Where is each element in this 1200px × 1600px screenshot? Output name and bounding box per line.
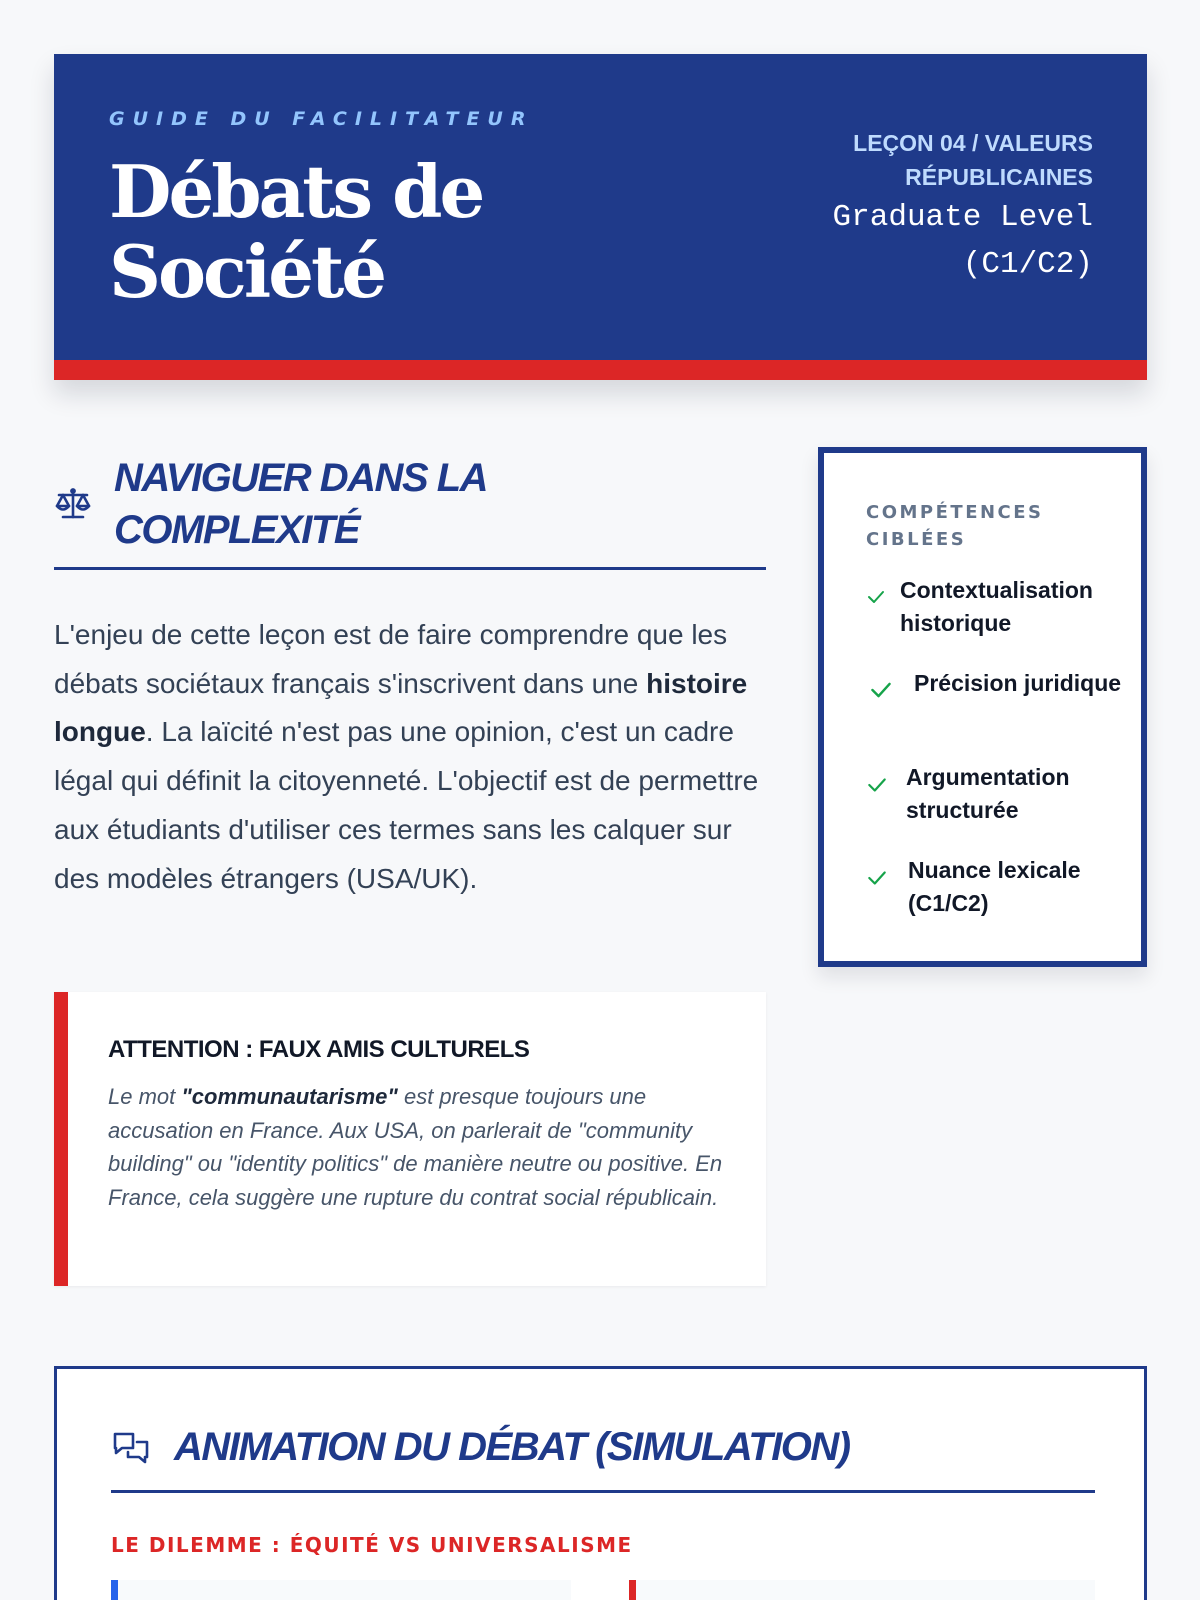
intro-text: L'enjeu de cette leçon est de faire comprendre que les débats sociétaux français s'inscrivent dans une: [54, 619, 728, 699]
skills-label: COMPÉTENCES CIBLÉES: [866, 502, 1044, 550]
callout-text-start: Le mot: [108, 1084, 182, 1109]
check-icon: [866, 868, 888, 888]
section-debate-animation: [54, 1366, 1147, 1600]
page-header: [54, 54, 1147, 380]
section-title: ANIMATION DU DÉBAT (SIMULATION): [174, 1425, 850, 1469]
intro-paragraph: [54, 611, 766, 903]
lesson-label: LEÇON 04 / VALEURS RÉPUBLICAINES: [853, 130, 1093, 190]
skill-label: Argumentation structurée: [906, 764, 1070, 823]
skill-item: [866, 761, 1116, 831]
skill-item: [866, 574, 1116, 644]
position-card-universalism: [629, 1580, 1095, 1600]
callout-text-end: est presque toujours une accusation en France. Aux USA, on parlerait de "community building" ou "identity politics" de manière neutre ou positive. En France, cela suggère une rupture du contrat social républicain.: [108, 1084, 723, 1210]
level-label: Graduate Level (C1/C2): [832, 200, 1093, 282]
skill-label: Contextualisation historique: [900, 577, 1093, 636]
section-title: NAVIGUER DANS LA COMPLEXITÉ: [114, 456, 486, 552]
heading-divider: [111, 1490, 1095, 1493]
skill-item: [866, 854, 1116, 924]
skill-label: Précision juridique: [914, 670, 1122, 696]
skill-item: [866, 667, 1122, 737]
check-icon: [868, 679, 894, 701]
section-heading: [54, 452, 766, 570]
warning-callout: [54, 992, 766, 1286]
check-icon: [866, 775, 888, 795]
header-eyebrow: GUIDE DU FACILITATEUR: [109, 108, 534, 130]
skill-label: Nuance lexicale (C1/C2): [908, 857, 1081, 916]
callout-text: [108, 1080, 738, 1214]
dilemma-label: LE DILEMME : ÉQUITÉ VS UNIVERSALISME: [111, 1533, 633, 1557]
position-card-equity: [111, 1580, 571, 1600]
callout-title: ATTENTION : FAUX AMIS CULTURELS: [108, 1036, 530, 1063]
check-icon: [866, 588, 886, 606]
header-red-stripe: [54, 360, 1147, 380]
scales-icon: [54, 484, 92, 522]
page-title: Débats de Société: [109, 149, 483, 314]
chat-bubbles-icon: [111, 1429, 151, 1469]
callout-term: "communautarisme": [181, 1084, 398, 1109]
header-meta: [753, 126, 1093, 288]
intro-emphasis: histoire longue: [54, 667, 748, 748]
skills-card: [818, 447, 1147, 967]
intro-text-end: . La laïcité n'est pas une opinion, c'est un cadre légal qui définit la citoyenneté. L'objectif est de permettre aux étudiants d'utiliser ces termes sans les calquer sur des modèles étrangers (USA/UK).: [54, 716, 759, 894]
